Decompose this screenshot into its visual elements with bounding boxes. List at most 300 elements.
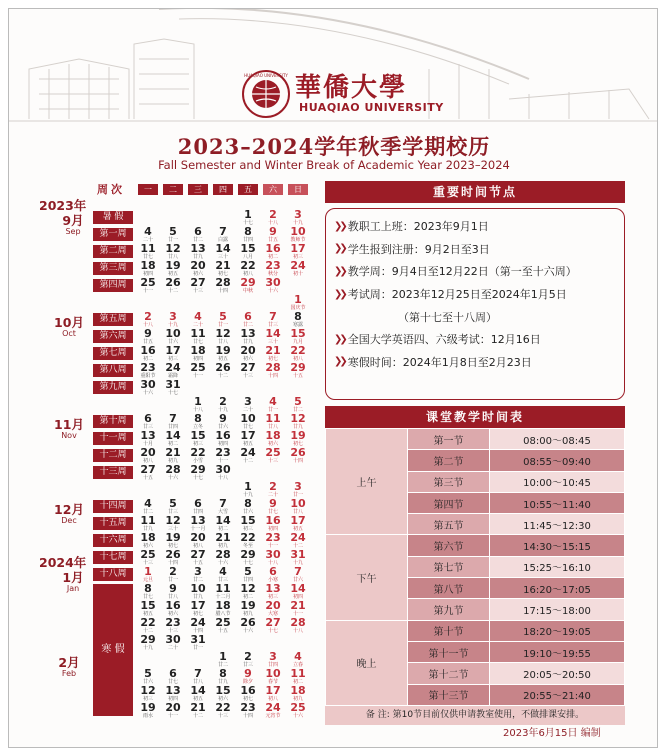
calendar-day [212, 328, 234, 345]
week-label: 第四周 [93, 279, 133, 292]
calendar-day [287, 532, 309, 549]
week-label: 第二周 [93, 245, 133, 258]
schedule-row [326, 620, 625, 641]
lunar-date: 十一 [192, 373, 203, 379]
key-date-item: ❯❯ 全国大学英语四、六级考试：12月16日 [334, 333, 541, 347]
lunar-date: 初二 [217, 526, 228, 532]
lunar-date: 初三 [142, 696, 153, 702]
lunar-date: 廿九 [192, 594, 203, 600]
day-number: 3 [169, 310, 177, 323]
day-number: 22 [140, 616, 156, 629]
lunar-date: 初八 [192, 543, 203, 549]
week-label: 第一周 [93, 228, 133, 241]
day-number: 2 [219, 395, 227, 408]
day-number: 8 [194, 412, 202, 425]
calendar-day [262, 702, 284, 719]
lunar-date: 十九 [167, 322, 178, 328]
period-time: 19:10～19:55 [490, 641, 625, 662]
day-number: 1 [144, 565, 152, 578]
calendar-day [262, 447, 284, 464]
lunar-date: 秋分 [267, 271, 278, 277]
calendar-day [137, 379, 159, 396]
calendar-day [137, 345, 159, 362]
period-name: 第七节 [408, 556, 490, 577]
period-name: 第十节 [408, 620, 490, 641]
day-number: 1 [219, 650, 227, 663]
day-number: 1 [244, 480, 252, 493]
day-number: 17 [290, 242, 306, 255]
calendar-day [187, 515, 209, 532]
calendar-day [212, 532, 234, 549]
calendar-day [162, 328, 184, 345]
day-number: 31 [290, 548, 306, 561]
calendar-day [137, 498, 159, 515]
period-time: 18:20～19:05 [490, 620, 625, 641]
lunar-date: 廿九 [217, 679, 228, 685]
day-number: 7 [294, 565, 302, 578]
day-number: 27 [190, 276, 206, 289]
lunar-date: 十六 [167, 475, 178, 481]
lunar-date: 二十 [242, 407, 253, 413]
weekday-header: 三 [188, 184, 208, 195]
lunar-date: 十九 [217, 407, 228, 413]
lunar-date: 十四 [242, 713, 253, 719]
calendar-day [262, 481, 284, 498]
calendar-day [137, 685, 159, 702]
calendar-day [187, 617, 209, 634]
day-number: 19 [140, 701, 156, 714]
lunar-date: 初八 [292, 356, 303, 362]
day-number: 7 [269, 310, 277, 323]
lunar-date: 廿八 [267, 424, 278, 430]
day-number: 5 [219, 310, 227, 323]
calendar-day [237, 328, 259, 345]
day-number: 18 [290, 684, 306, 697]
lunar-date: 廿八 [167, 594, 178, 600]
class-schedule-table [325, 428, 625, 706]
day-number: 26 [215, 361, 231, 374]
day-number: 25 [140, 276, 156, 289]
lunar-date: 初四 [292, 594, 303, 600]
lunar-date: 初五 [242, 441, 253, 447]
day-number: 7 [219, 225, 227, 238]
lunar-date: 廿九 [142, 526, 153, 532]
lunar-date: 十三 [192, 288, 203, 294]
calendar-day [237, 481, 259, 498]
key-dates-box [325, 208, 625, 400]
calendar-day [162, 430, 184, 447]
lunar-date: 廿三 [242, 662, 253, 668]
calendar-day [237, 430, 259, 447]
time-period-group: 下午 [326, 535, 408, 620]
calendar-day [237, 345, 259, 362]
calendar-day [187, 498, 209, 515]
day-number: 15 [240, 242, 256, 255]
lunar-date: 国庆节 [290, 305, 306, 311]
day-number: 31 [190, 633, 206, 646]
lunar-date: 初十 [292, 271, 303, 277]
calendar-day [137, 311, 159, 328]
period-name: 第十三节 [408, 684, 490, 705]
calendar-day [187, 362, 209, 379]
day-number: 17 [290, 514, 306, 527]
calendar-day [162, 532, 184, 549]
double-chevron-icon: ❯❯ [334, 243, 345, 255]
lunar-date: 十六 [142, 390, 153, 396]
calendar-day [212, 464, 234, 481]
day-number: 10 [265, 667, 281, 680]
day-number: 27 [240, 361, 256, 374]
lunar-date: 初四 [142, 271, 153, 277]
lunar-date: 初九 [242, 611, 253, 617]
week-column-header: 周次 [97, 183, 125, 196]
day-number: 4 [219, 565, 227, 578]
calendar-day [287, 311, 309, 328]
day-number: 9 [244, 667, 252, 680]
day-number: 20 [140, 446, 156, 459]
day-number: 18 [140, 259, 156, 272]
calendar-day [187, 464, 209, 481]
day-number: 5 [169, 497, 177, 510]
month-label [53, 211, 93, 236]
lunar-date: 廿二 [242, 322, 253, 328]
month-label [49, 653, 89, 678]
calendar-day [262, 515, 284, 532]
time-period-group: 晚上 [326, 620, 408, 705]
lunar-date: 初六 [192, 271, 203, 277]
lunar-date: 十四 [267, 373, 278, 379]
day-number: 6 [194, 225, 202, 238]
week-label: 十五周 [93, 517, 133, 530]
lunar-date: 十八 [142, 322, 153, 328]
calendar-day [162, 566, 184, 583]
day-number: 19 [215, 344, 231, 357]
lunar-date: 十二 [217, 373, 228, 379]
lunar-date: 初五 [167, 271, 178, 277]
period-name: 第八节 [408, 578, 490, 599]
lunar-date: 小雪 [192, 458, 203, 464]
calendar-day [287, 226, 309, 243]
key-date-item: ❯❯ 教学周：9月4日至12月22日（第一至十六周） [334, 265, 577, 279]
calendar-day [287, 345, 309, 362]
calendar-day [187, 328, 209, 345]
lunar-date: 廿一 [192, 645, 203, 651]
lunar-date: 初二 [142, 356, 153, 362]
week-label: 十七周 [93, 551, 133, 564]
day-number: 24 [165, 361, 181, 374]
month-number: 10月 [54, 315, 84, 330]
day-number: 10 [190, 582, 206, 595]
calendar-day [162, 498, 184, 515]
day-number: 22 [215, 701, 231, 714]
calendar-day [237, 515, 259, 532]
day-number: 15 [215, 684, 231, 697]
calendar-day [262, 617, 284, 634]
period-time: 15:25～16:10 [490, 556, 625, 577]
day-number: 21 [215, 531, 231, 544]
day-number: 4 [144, 497, 152, 510]
day-number: 16 [265, 242, 281, 255]
period-time: 10:00～10:45 [490, 471, 625, 492]
weekday-header: 一 [138, 184, 158, 195]
day-number: 19 [290, 429, 306, 442]
lunar-date: 教师节 [290, 237, 306, 243]
calendar-day [212, 685, 234, 702]
calendar-day [187, 600, 209, 617]
lunar-date: 初三 [267, 594, 278, 600]
day-number: 2 [169, 565, 177, 578]
day-number: 25 [140, 548, 156, 561]
week-label: 暑 假 [93, 211, 133, 224]
key-date-item: ❯❯ 寒假时间：2024年1月8日至2月23日 [334, 355, 532, 369]
calendar-day [187, 549, 209, 566]
month-number: 12月 [54, 502, 84, 517]
calendar-day [187, 430, 209, 447]
university-name-en: HUAQIAO UNIVERSITY [299, 101, 444, 114]
day-number: 11 [290, 667, 306, 680]
lunar-date: 十一月 [190, 526, 206, 532]
day-number: 3 [194, 565, 202, 578]
lunar-date: 十九 [292, 560, 303, 566]
calendar-day [287, 328, 309, 345]
calendar-day [287, 600, 309, 617]
day-number: 9 [219, 412, 227, 425]
lunar-date: 十二 [167, 288, 178, 294]
day-number: 16 [165, 599, 181, 612]
calendar-day [287, 685, 309, 702]
calendar-day [262, 549, 284, 566]
lunar-date: 十五 [292, 373, 303, 379]
calendar-day [262, 226, 284, 243]
day-number: 17 [240, 429, 256, 442]
calendar-day [162, 379, 184, 396]
month-english: Jan [66, 584, 80, 593]
day-number: 14 [290, 582, 306, 595]
week-label: 十三周 [93, 466, 133, 479]
calendar-day [237, 226, 259, 243]
lunar-date: 初四 [192, 356, 203, 362]
day-number: 14 [190, 684, 206, 697]
lunar-date: 廿六 [142, 679, 153, 685]
lunar-date: 十八 [192, 407, 203, 413]
lunar-date: 十一 [167, 713, 178, 719]
day-number: 15 [240, 514, 256, 527]
day-number: 20 [190, 259, 206, 272]
day-number: 30 [215, 463, 231, 476]
calendar-day [262, 345, 284, 362]
week-label: 十六周 [93, 534, 133, 547]
lunar-date: 十三 [242, 373, 253, 379]
lunar-date: 廿六 [242, 509, 253, 515]
month-english: Sep [65, 227, 81, 236]
period-name: 第二节 [408, 450, 490, 471]
day-number: 20 [240, 344, 256, 357]
calendar-day [162, 243, 184, 260]
month-number: 1月 [62, 570, 84, 585]
period-time: 20:55～21:40 [490, 684, 625, 705]
calendar-day [262, 328, 284, 345]
period-time: 17:15～18:00 [490, 599, 625, 620]
lunar-date: 初五 [192, 696, 203, 702]
calendar-day [162, 345, 184, 362]
calendar-day [212, 549, 234, 566]
day-number: 9 [269, 497, 277, 510]
calendar-day [262, 209, 284, 226]
calendar-day [212, 515, 234, 532]
day-number: 3 [244, 395, 252, 408]
day-number: 28 [165, 463, 181, 476]
key-date-item: ❯❯ 教职工上班：2023年9月1日 [334, 220, 489, 234]
calendar-day [137, 413, 159, 430]
lunar-date: 十六 [292, 713, 303, 719]
calendar-day [262, 413, 284, 430]
calendar-day [162, 668, 184, 685]
day-number: 10 [290, 497, 306, 510]
calendar-day [137, 464, 159, 481]
period-time: 11:45～12:30 [490, 514, 625, 535]
lunar-date: 廿五 [142, 339, 153, 345]
weekday-header: 日 [288, 184, 308, 195]
day-number: 23 [165, 616, 181, 629]
lunar-date: 初九 [292, 696, 303, 702]
day-number: 24 [290, 259, 306, 272]
lunar-date: 十二 [142, 628, 153, 634]
calendar-day [162, 447, 184, 464]
lunar-date: 十八 [292, 628, 303, 634]
lunar-date: 十四 [217, 288, 228, 294]
lunar-date: 廿二 [292, 407, 303, 413]
lunar-date: 立冬 [192, 424, 203, 430]
lunar-date: 十一 [217, 458, 228, 464]
day-number: 14 [215, 242, 231, 255]
day-number: 12 [140, 684, 156, 697]
lunar-date: 初六 [267, 441, 278, 447]
lunar-date: 廿九 [242, 339, 253, 345]
calendar-day [237, 566, 259, 583]
day-number: 19 [165, 531, 181, 544]
calendar-day [187, 277, 209, 294]
lunar-date: 十四 [167, 560, 178, 566]
calendar-day [287, 498, 309, 515]
period-name: 第三节 [408, 471, 490, 492]
lunar-date: 十八 [267, 220, 278, 226]
calendar-day [187, 243, 209, 260]
calendar-day [237, 260, 259, 277]
day-number: 6 [169, 667, 177, 680]
month-label [53, 568, 93, 593]
calendar-day [262, 311, 284, 328]
calendar-day [187, 260, 209, 277]
calendar-day [137, 600, 159, 617]
calendar-day [287, 396, 309, 413]
day-number: 9 [169, 582, 177, 595]
day-number: 29 [240, 276, 256, 289]
day-number: 22 [190, 446, 206, 459]
calendar-day [287, 481, 309, 498]
month-number: 9月 [62, 213, 84, 228]
lunar-date: 初七 [242, 696, 253, 702]
calendar-day [162, 277, 184, 294]
period-name: 第一节 [408, 429, 490, 450]
lunar-date: 初四 [217, 441, 228, 447]
calendar-day [137, 277, 159, 294]
lunar-date: 二十 [167, 645, 178, 651]
day-number: 6 [269, 565, 277, 578]
calendar-day [162, 685, 184, 702]
calendar-day [162, 600, 184, 617]
day-number: 14 [165, 429, 181, 442]
day-number: 2 [269, 208, 277, 221]
lunar-date: 廿二 [142, 509, 153, 515]
lunar-date: 十三 [142, 560, 153, 566]
day-number: 12 [165, 242, 181, 255]
schedule-note: 备 注: 第10节目前仅供申请教室使用，不做排课安排。 [325, 706, 625, 725]
calendar-day [287, 566, 309, 583]
lunar-date: 廿六 [292, 577, 303, 583]
calendar-day [137, 702, 159, 719]
period-name: 第六节 [408, 535, 490, 556]
calendar-day [262, 685, 284, 702]
double-chevron-icon: ❯❯ [334, 356, 345, 368]
key-date-item-continued: （第十七至十八周） [398, 310, 497, 324]
day-number: 2 [244, 650, 252, 663]
double-chevron-icon: ❯❯ [334, 265, 345, 277]
lunar-date: 廿一 [167, 237, 178, 243]
day-number: 15 [290, 327, 306, 340]
lunar-date: 初七 [217, 271, 228, 277]
lunar-date: 廿四 [242, 577, 253, 583]
schedule-row [326, 429, 625, 450]
calendar-day [212, 430, 234, 447]
calendar-day [212, 345, 234, 362]
calendar-day [137, 447, 159, 464]
logo-ring-text: HUAQIAO UNIVERSITY [244, 73, 288, 78]
lunar-date: 十八 [217, 475, 228, 481]
lunar-date: 廿八 [217, 339, 228, 345]
calendar-day [137, 226, 159, 243]
month-number: 11月 [54, 417, 84, 432]
university-name-cn: 華僑大學 [295, 73, 408, 103]
lunar-date: 九月 [292, 339, 303, 345]
calendar-day [237, 617, 259, 634]
lunar-date: 初八 [142, 458, 153, 464]
lunar-date: 廿五 [267, 237, 278, 243]
day-number: 22 [290, 344, 306, 357]
day-number: 16 [240, 684, 256, 697]
calendar-day [162, 260, 184, 277]
calendar-day [187, 668, 209, 685]
week-label: 第五周 [93, 313, 133, 326]
day-number: 19 [240, 599, 256, 612]
calendar-day [187, 447, 209, 464]
day-number: 18 [190, 344, 206, 357]
lunar-date: 十月 [142, 441, 153, 447]
day-number: 13 [140, 429, 156, 442]
calendar-day [162, 362, 184, 379]
lunar-date: 中秋 [242, 288, 253, 294]
day-number: 13 [240, 327, 256, 340]
month-english: Feb [61, 669, 77, 678]
calendar-day [287, 668, 309, 685]
calendar-day [237, 362, 259, 379]
lunar-date: 十九 [142, 645, 153, 651]
day-number: 17 [165, 344, 181, 357]
calendar-day [212, 498, 234, 515]
calendar-day [212, 277, 234, 294]
lunar-date: 廿二 [217, 662, 228, 668]
lunar-date: 廿八 [292, 509, 303, 515]
calendar-day [187, 685, 209, 702]
